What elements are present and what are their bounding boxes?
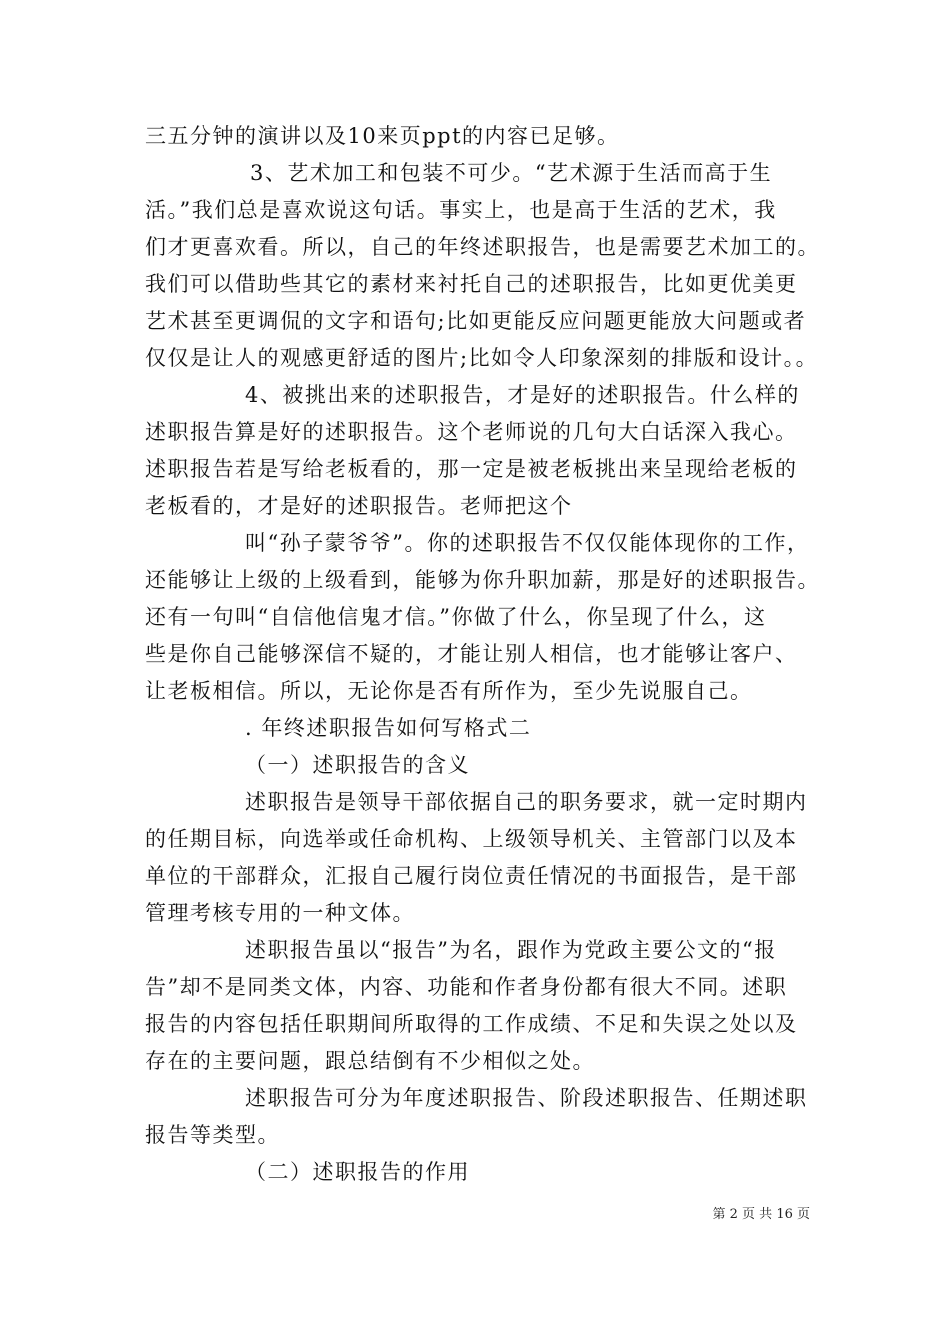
text-line: 让老板相信。所以，无论你是否有所作为，至少先说服自己。 — [145, 679, 753, 703]
text-line: 艺术甚至更调侃的文字和语句;比如更能反应问题更能放大问题或者 — [145, 309, 807, 333]
text-line: 报告等类型。 — [145, 1123, 280, 1147]
text-line: 些是你自己能够深信不疑的，才能让别人相信，也才能够让客户、 — [145, 642, 798, 666]
text-line: 3、艺术加工和包装不可少。“艺术源于生活而高于生 — [250, 161, 773, 185]
text-line: 三五分钟的演讲以及10来页ppt的内容已足够。 — [145, 124, 620, 148]
text-line: 们才更喜欢看。所以，自己的年终述职报告，也是需要艺术加工的。 — [145, 235, 820, 259]
text-line: 活。”我们总是喜欢说这句话。事实上，也是高于生活的艺术，我 — [145, 198, 777, 222]
text-line: 单位的干部群众，汇报自己履行岗位责任情况的书面报告，是干部 — [145, 864, 798, 888]
text-line: 的任期目标，向选举或任命机构、上级领导机关、主管部门以及本 — [145, 827, 798, 851]
text-line: 述职报告可分为年度述职报告、阶段述职报告、任期述职 — [245, 1086, 808, 1110]
text-line: 叫“孙子蒙爷爷”。你的述职报告不仅仅能体现你的工作， — [245, 531, 810, 555]
text-line: 述职报告虽以“报告”为名，跟作为党政主要公文的“报 — [245, 938, 777, 962]
text-line: （二）述职报告的作用 — [245, 1160, 470, 1184]
text-line: 管理考核专用的一种文体。 — [145, 901, 415, 925]
text-line: . 年终述职报告如何写格式二 — [245, 716, 532, 740]
text-line: 报告的内容包括任职期间所取得的工作成绩、不足和失误之处以及 — [145, 1012, 798, 1036]
document-body — [145, 118, 820, 1191]
text-line: 仅仅是让人的观感更舒适的图片;比如令人印象深刻的排版和设计。。 — [145, 346, 819, 370]
text-line: 述职报告算是好的述职报告。这个老师说的几句大白话深入我心。 — [145, 420, 798, 444]
text-line: （一）述职报告的含义 — [245, 753, 470, 777]
text-line: 还能够让上级的上级看到，能够为你升职加薪，那是好的述职报告。 — [145, 568, 820, 592]
text-line: 老板看的，才是好的述职报告。老师把这个 — [145, 494, 573, 518]
text-line: 存在的主要问题，跟总结倒有不少相似之处。 — [145, 1049, 595, 1073]
text-line: 我们可以借助些其它的素材来衬托自己的述职报告，比如更优美更 — [145, 272, 798, 296]
page-number: 第 2 页 共 16 页 — [712, 1207, 810, 1222]
text-line: 还有一句叫“自信他信鬼才信。”你做了什么，你呈现了什么，这 — [145, 605, 767, 629]
text-line: 述职报告是领导干部依据自己的职务要求，就一定时期内 — [245, 790, 808, 814]
text-line: 告”却不是同类文体，内容、功能和作者身份都有很大不同。述职 — [145, 975, 788, 999]
text-line: 述职报告若是写给老板看的，那一定是被老板挑出来呈现给老板的 — [145, 457, 798, 481]
text-line: 4、被挑出来的述职报告，才是好的述职报告。什么样的 — [245, 383, 800, 407]
